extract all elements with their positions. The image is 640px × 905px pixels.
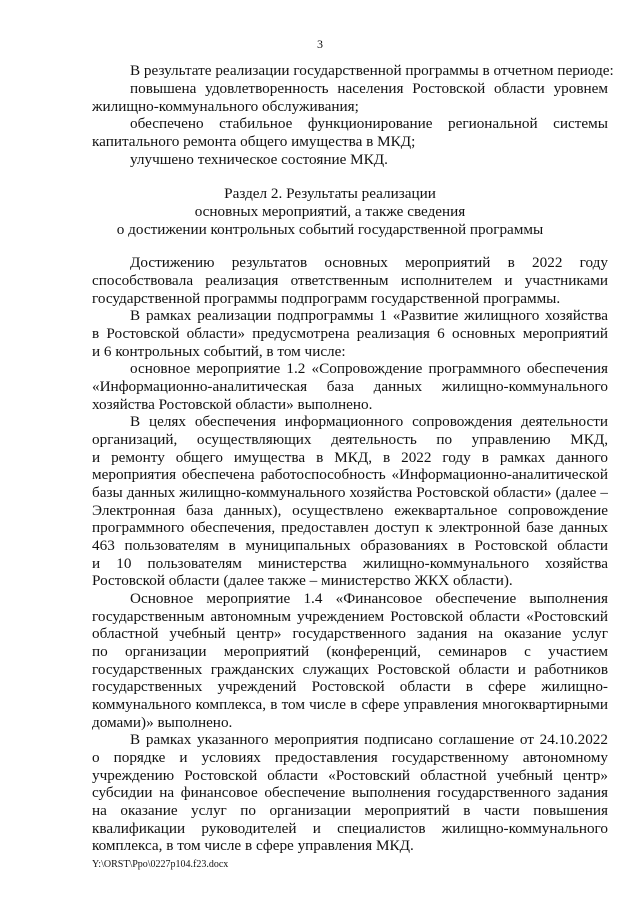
text-line: государственных учреждений Ростовской области в сфере жилищно-	[92, 678, 608, 695]
text-line: в Ростовской области» предусмотрена реализация 6 основных мероприятий	[92, 325, 608, 342]
text-line: капитального ремонта общего имущества в МКД;	[92, 133, 416, 150]
file-path-footer: Y:\ORST\Ppo\0227p104.f23.docx	[92, 859, 229, 870]
section-heading: о достижении контрольных событий государственной программы	[116, 221, 544, 238]
text-line: программного обеспечения, предоставлен доступ к электронной базе данных	[92, 519, 608, 536]
text-line: базы данных жилищно-коммунального хозяйства Ростовской области» (далее –	[92, 484, 608, 501]
text-line: государственным автономным учреждением Ростовской области «Ростовский	[92, 608, 608, 625]
text-line: В целях обеспечения информационного сопровождения деятельности	[130, 413, 608, 430]
text-line: «Информационно-аналитическая база данных жилищно-коммунального	[92, 378, 608, 395]
page-number: 3	[317, 37, 323, 51]
text-line: и ремонту общего имущества в МКД, в 2022 году в рамках данного	[92, 449, 608, 466]
text-line: учреждению Ростовской области «Ростовский областной учебный центр»	[92, 767, 608, 784]
text-line: Ростовской области (далее также – министерство ЖКХ области).	[92, 572, 513, 589]
text-line: государственной программы подпрограмм государственной программы.	[92, 290, 561, 307]
text-line: Электронная база данных), осуществлено ежеквартальное сопровождение	[92, 502, 608, 519]
text-line: комплекса, в том числе в сфере управления МКД.	[92, 837, 414, 854]
text-line: Основное мероприятие 1.4 «Финансовое обеспечение выполнения	[130, 590, 608, 607]
text-line: субсидии на финансовое обеспечение выполнения государственного задания	[92, 784, 608, 801]
text-line: повышена удовлетворенность населения Ростовской области уровнем	[130, 80, 608, 97]
text-line: государственных гражданских служащих Ростовской области и работников	[92, 661, 608, 678]
text-line: основное мероприятие 1.2 «Сопровождение программного обеспечения	[130, 360, 608, 377]
text-line: областной учебный центр» государственного задания на оказание услуг	[92, 625, 608, 642]
text-line: В рамках реализации подпрограммы 1 «Развитие жилищного хозяйства	[130, 307, 608, 324]
text-line: коммунального комплекса, в том числе в сфере управления многоквартирными	[92, 696, 608, 713]
text-line: и 10 пользователям министерства жилищно-коммунального хозяйства	[92, 555, 608, 572]
text-line: по организации мероприятий (конференций, семинаров с участием	[92, 643, 608, 660]
text-line: на оказание услуг по организации мероприятий в части повышения	[92, 802, 608, 819]
text-line: мероприятия обеспечена работоспособность «Информационно-аналитической	[92, 466, 608, 483]
text-line: В рамках указанного мероприятия подписано соглашение от 24.10.2022	[130, 731, 608, 748]
text-line: 463 пользователям в муниципальных образованиях в Ростовской области	[92, 537, 608, 554]
text-line: улучшено техническое состояние МКД.	[130, 151, 388, 168]
text-line: обеспечено стабильное функционирование региональной системы	[130, 115, 608, 132]
text-line: организаций, осуществляющих деятельность по управлению МКД,	[92, 431, 608, 448]
section-heading: Раздел 2. Результаты реализации	[224, 185, 436, 202]
text-line: Достижению результатов основных мероприятий в 2022 году	[130, 254, 608, 271]
text-line: и 6 контрольных событий, в том числе:	[92, 343, 346, 360]
text-line: хозяйства Ростовской области» выполнено.	[92, 396, 373, 413]
text-line: квалификации руководителей и специалистов жилищно-коммунального	[92, 820, 608, 837]
text-line: В результате реализации государственной программы в отчетном периоде:	[130, 62, 614, 79]
text-line: домами)» выполнено.	[92, 714, 233, 731]
text-line: способствовала реализация ответственным исполнителем и участниками	[92, 272, 608, 289]
text-line: о порядке и условиях предоставления государственному автономному	[92, 749, 608, 766]
section-heading: основных мероприятий, а также сведения	[194, 203, 466, 220]
text-line: жилищно-коммунального обслуживания;	[92, 98, 359, 115]
